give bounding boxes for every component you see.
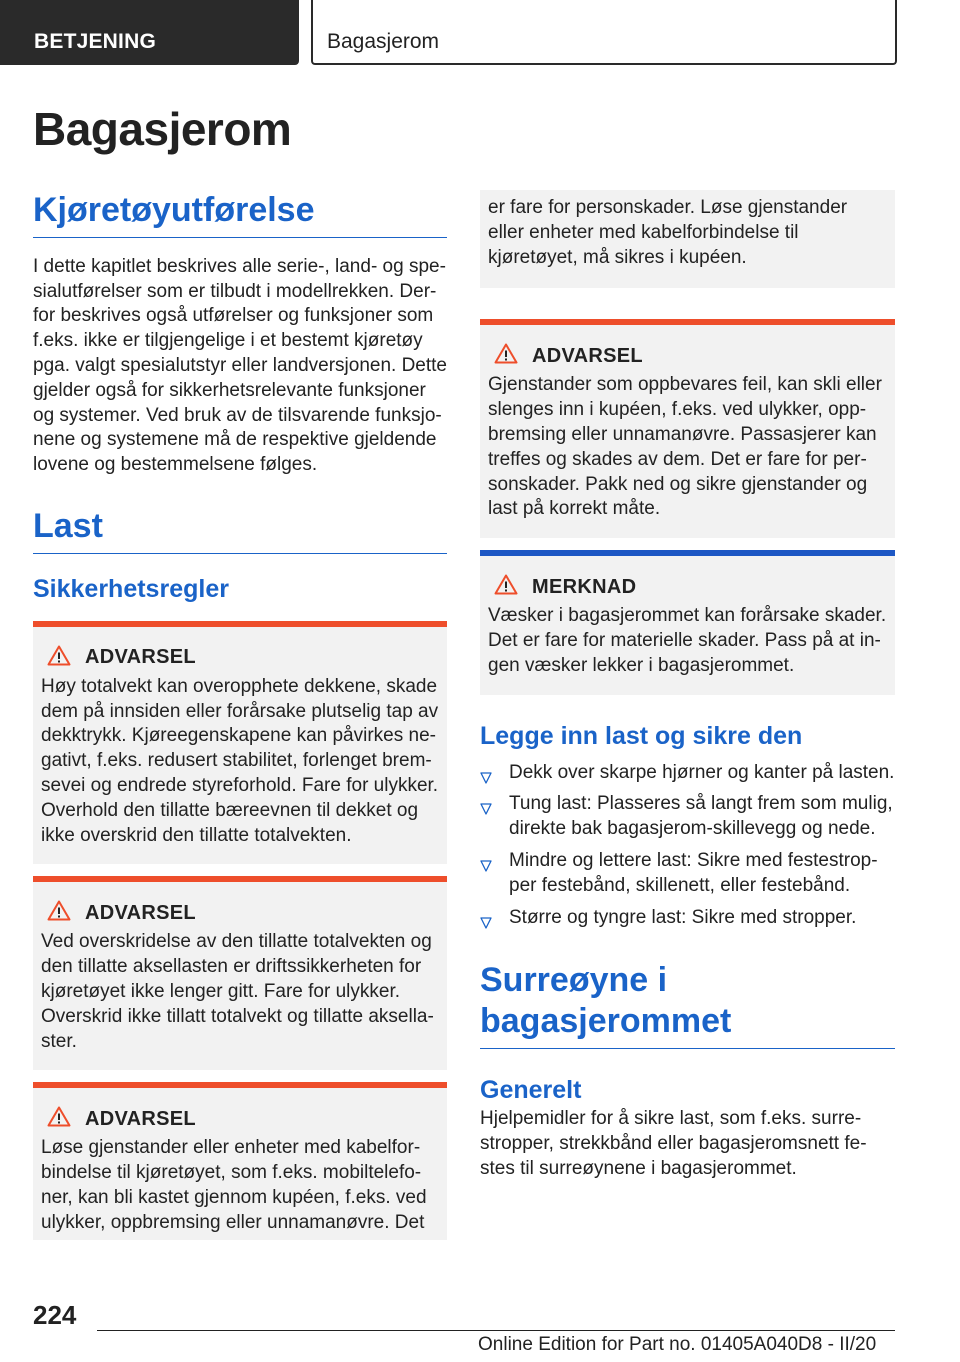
list-item xyxy=(480,849,895,899)
left-column xyxy=(33,190,447,1240)
footer-edition: Online Edition for Part no. 01405A040D8 - II/20 xyxy=(478,1334,877,1355)
section-tab xyxy=(0,0,299,65)
warning-box-2-title xyxy=(47,900,439,926)
note-box xyxy=(480,550,895,694)
general-text: Hjelpemidler for å sikre last, som f.eks. surre-stropper, strekkbånd eller bagasjeromsnett fe-stes til surreøynene i bagasjerommet. xyxy=(480,1107,867,1179)
list-item-text: Tung last: Plasseres så langt frem som mulig, direkte bak bagasjerom-skillevegg og nede. xyxy=(509,793,893,840)
page-number: 224 xyxy=(33,1300,77,1330)
warning-box-1 xyxy=(33,621,447,865)
list-item xyxy=(480,906,895,931)
list-item xyxy=(480,792,895,842)
chapter-label: Bagasjerom xyxy=(327,30,440,53)
heading-general: Generelt xyxy=(480,1075,582,1104)
warning-box-4 xyxy=(480,319,895,538)
heading-underline xyxy=(480,1048,895,1049)
warning-triangle-icon xyxy=(47,645,71,671)
warning-title: ADVARSEL xyxy=(85,646,196,669)
bullet-triangle-icon xyxy=(480,855,492,880)
heading-load-securing: Legge inn last og sikre den xyxy=(480,721,803,750)
warning-triangle-icon xyxy=(47,1106,71,1132)
page-title: Bagasjerom xyxy=(33,103,292,155)
right-column xyxy=(480,190,895,1181)
footer-rule xyxy=(97,1330,895,1331)
load-bullet-list xyxy=(480,761,895,931)
list-item xyxy=(480,761,895,786)
warning-box-4-title xyxy=(494,343,887,369)
bullet-triangle-icon xyxy=(480,767,492,792)
heading-last: Last xyxy=(33,506,447,554)
warning-box-3 xyxy=(33,1082,447,1239)
warning-text: Ved overskridelse av den tillatte totalvekten og den tillatte aksellasten er driftssikkerheten for kjøretøyet ikke lenger gitt. Fare for ulykker. Overskrid ikke tillatt totalvekt og tillatte aksella-ster. xyxy=(41,931,434,1052)
list-item-text: Dekk over skarpe hjørner og kanter på lasten. xyxy=(509,761,895,783)
warning-triangle-icon xyxy=(494,343,518,369)
warning-title: ADVARSEL xyxy=(532,344,643,367)
model-version-text: I dette kapitlet beskrives alle serie-, land- og spe-sialutførelser som er tilbudt i modellrekken. Der-for beskrives også utførelser og funksjoner som f.eks. ikke er tilgjengelige i et bestemt kjøretøy pga. valgt spesialutstyr eller landversjonen. Dette gjelder også for sikkerhetsrelevante funksjoner og systemer. Ved bruk av de tilsvarende funksjo-nene og systemene må de respektive gjeldende lovene og bestemmelsene følges. xyxy=(33,255,448,476)
note-box-title xyxy=(494,574,887,600)
warning-title: ADVARSEL xyxy=(85,1107,196,1130)
warning-text: Høy totalvekt kan overopphete dekkene, skade dem på innsiden eller forårsake plutselig tap av dekktrykk. Kjøreegenskapene kan påvirkes ne-gativt, f.eks. redusert stabilitet, forlenget brem-sevei og endrede styreforhold. Fare for ulykker. Overhold den tillatte bæreevnen til dekket og ikke overskrid den tillatte totalvekten. xyxy=(41,675,439,846)
warning-box-3-continued xyxy=(480,190,895,288)
caution-triangle-icon xyxy=(494,574,518,600)
heading-tie-down-eyes: Surreøyne i bagasjerommet xyxy=(480,961,732,1041)
heading-safety-rules: Sikkerhetsregler xyxy=(33,574,229,603)
note-title: MERKNAD xyxy=(532,575,637,598)
list-item-text: Mindre og lettere last: Sikre med festestrop-per festebånd, skillenett, eller festebånd. xyxy=(509,849,878,896)
bullet-triangle-icon xyxy=(480,912,492,937)
warning-box-3-title xyxy=(47,1106,439,1132)
warning-box-1-title xyxy=(47,645,439,671)
list-item-text: Større og tyngre last: Sikre med stropper. xyxy=(509,906,857,928)
section-label: BETJENING xyxy=(34,30,156,53)
bullet-triangle-icon xyxy=(480,798,492,823)
warning-triangle-icon xyxy=(47,900,71,926)
warning-title: ADVARSEL xyxy=(85,901,196,924)
warning-text: Gjenstander som oppbevares feil, kan skli eller slenges inn i kupéen, f.eks. ved ulykker, opp-bremsing eller unnamanøvre. Passasjerer kan treffes og skades av dem. Det er fare for per-sonskader. Pakk ned og sikre gjenstander og last på korrekt måte. xyxy=(488,374,882,520)
chapter-tab xyxy=(311,0,897,65)
warning-text: Løse gjenstander eller enheter med kabelfor-bindelse til kjøretøyet, som f.eks. mobiltelefo-ner, kan bli kastet gjennom kupéen, f.eks. ved ulykker, oppbremsing eller unnamanøvre. Det xyxy=(41,1137,427,1233)
heading-model-version: Kjøretøyutførelse xyxy=(33,190,447,238)
warning-box-2 xyxy=(33,876,447,1070)
warning-text-continued: er fare for personskader. Løse gjenstander eller enheter med kabelforbindelse til kjøretøyet, må sikres i kupéen. xyxy=(488,197,848,268)
note-text: Væsker i bagasjerommet kan forårsake skader. Det er fare for materielle skader. Pass på at in-gen væsker lekker i bagasjerommet. xyxy=(488,605,887,676)
